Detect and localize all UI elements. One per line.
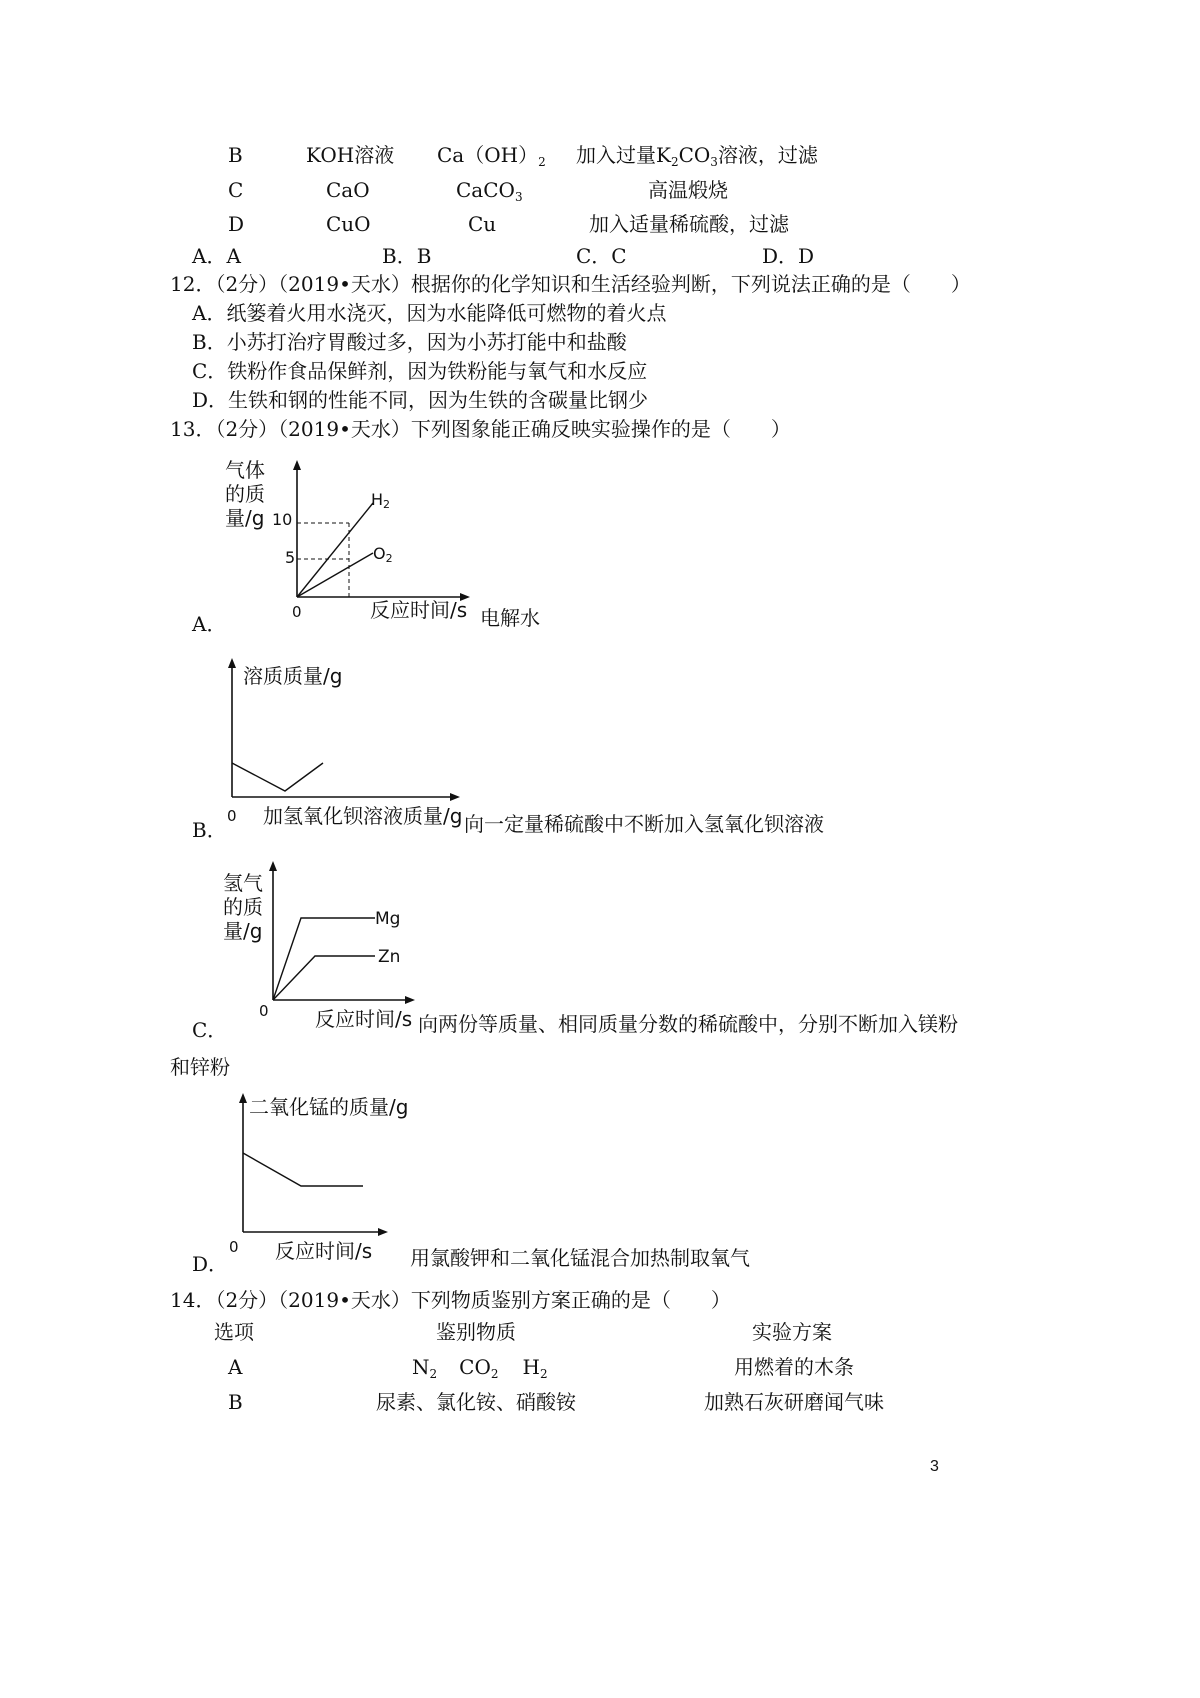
x-axis-label: 反应时间/s [370,598,468,622]
table-cell-method: 加熟石灰研磨闻气味 [704,1390,884,1414]
y-axis-label: 溶质质量/g [243,664,343,688]
table-cell-method: 加入过量$K_2CO_3$溶液，过滤 [576,143,818,169]
question-12-option-b: B．小苏打治疗胃酸过多，因为小苏打能中和盐酸 [192,330,627,354]
series-mg-label: Mg [375,909,401,929]
table-cell-substance: CuO [326,212,371,236]
option-c-caption-continued: 和锌粉 [170,1055,230,1079]
series-solute-line [232,763,323,791]
series-zn-label: Zn [378,947,401,967]
table-cell-impurity: Cu [468,212,497,236]
question-12-option-c: C．铁粉作食品保鲜剂，因为铁粉能与氧气和水反应 [192,359,648,383]
table-header-option: 选项 [214,1320,254,1344]
y-axis-label-line2: 的质 [225,482,265,506]
series-zn-line [273,956,375,1000]
option-a-caption: 电解水 [480,606,540,630]
graph-d-manganese-dioxide [215,1090,420,1270]
table-cell-method: 加入适量稀硫酸，过滤 [589,212,789,236]
table-cell-method: 高温煅烧 [648,178,728,202]
table-row-label: C [228,178,244,202]
table-cell-impurity: CaCO$_3$ [456,178,523,204]
option-d-label: D． [192,1252,229,1276]
question-12-option-d: D．生铁和钢的性能不同，因为生铁的含碳量比钢少 [192,388,649,412]
y-axis-label-line1: 气体 [225,458,265,482]
graph-a-electrolysis [215,455,485,630]
choice-c: C．C [576,244,627,268]
origin-label: 0 [227,807,237,825]
option-b-label: B． [192,818,227,842]
table-cell-method: 用燃着的木条 [734,1355,854,1379]
series-mno2-line [243,1153,363,1186]
series-h2-label: H2 [371,490,391,511]
option-a-label: A． [192,612,227,636]
table-row-label: A [228,1355,243,1379]
origin-label: 0 [229,1238,239,1256]
table-header-substances: 鉴别物质 [436,1320,516,1344]
question-13-stem: 13．（2分）（2019•天水）下列图象能正确反映实验操作的是（ ） [170,417,791,441]
x-axis-label: 反应时间/s [315,1007,413,1031]
question-12-stem: 12．（2分）（2019•天水）根据你的化学知识和生活经验判断，下列说法正确的是（ ） [170,272,971,296]
table-row-label: B [228,1390,243,1414]
choice-b: B．B [382,244,432,268]
graph-b-neutralization [215,655,475,835]
x-axis-label: 加氢氧化钡溶液质量/g [263,804,463,828]
choice-d: D．D [762,244,815,268]
graph-c-metal-acid [215,858,420,1038]
y-axis-label-line3: 量/g [225,506,265,530]
question-12-option-a: A．纸篓着火用水浇灭，因为水能降低可燃物的着火点 [192,301,667,325]
origin-label: 0 [292,603,302,621]
table-header-method: 实验方案 [752,1320,832,1344]
table-cell-substances: $N_2$ $CO_2$ $H_2$ [412,1355,548,1381]
choice-a: A．A [192,244,241,268]
table-row-label: B [228,143,243,167]
y-axis-label-line2: 的质 [223,895,263,919]
series-mg-line [273,918,375,1000]
question-14-stem: 14．（2分）（2019•天水）下列物质鉴别方案正确的是（ ） [170,1288,731,1312]
table-cell-substance: CaO [326,178,370,202]
tick-label-10: 10 [272,510,293,529]
tick-label-5: 5 [285,548,296,567]
option-c-caption: 向两份等质量、相同质量分数的稀硫酸中，分别不断加入镁粉 [418,1012,958,1036]
series-o2-label: O2 [373,544,393,565]
origin-label: 0 [259,1002,269,1020]
y-axis-label-line1: 氢气 [223,871,263,895]
table-cell-impurity: $Ca(OH)_2$ [437,143,546,169]
y-axis-label: 二氧化锰的质量/g [249,1095,409,1119]
table-cell-substance: KOH溶液 [306,143,395,167]
y-axis-label-line3: 量/g [223,919,263,943]
x-axis-label: 反应时间/s [275,1239,373,1263]
option-b-caption: 向一定量稀硫酸中不断加入氢氧化钡溶液 [464,812,824,836]
option-d-caption: 用氯酸钾和二氧化锰混合加热制取氧气 [410,1246,750,1270]
page-number: 3 [930,1458,939,1475]
option-c-label: C． [192,1018,228,1042]
table-row-label: D [228,212,245,236]
series-h2-line [297,503,373,597]
series-o2-line [297,553,373,597]
table-cell-substances: 尿素、氯化铵、硝酸铵 [376,1390,576,1414]
